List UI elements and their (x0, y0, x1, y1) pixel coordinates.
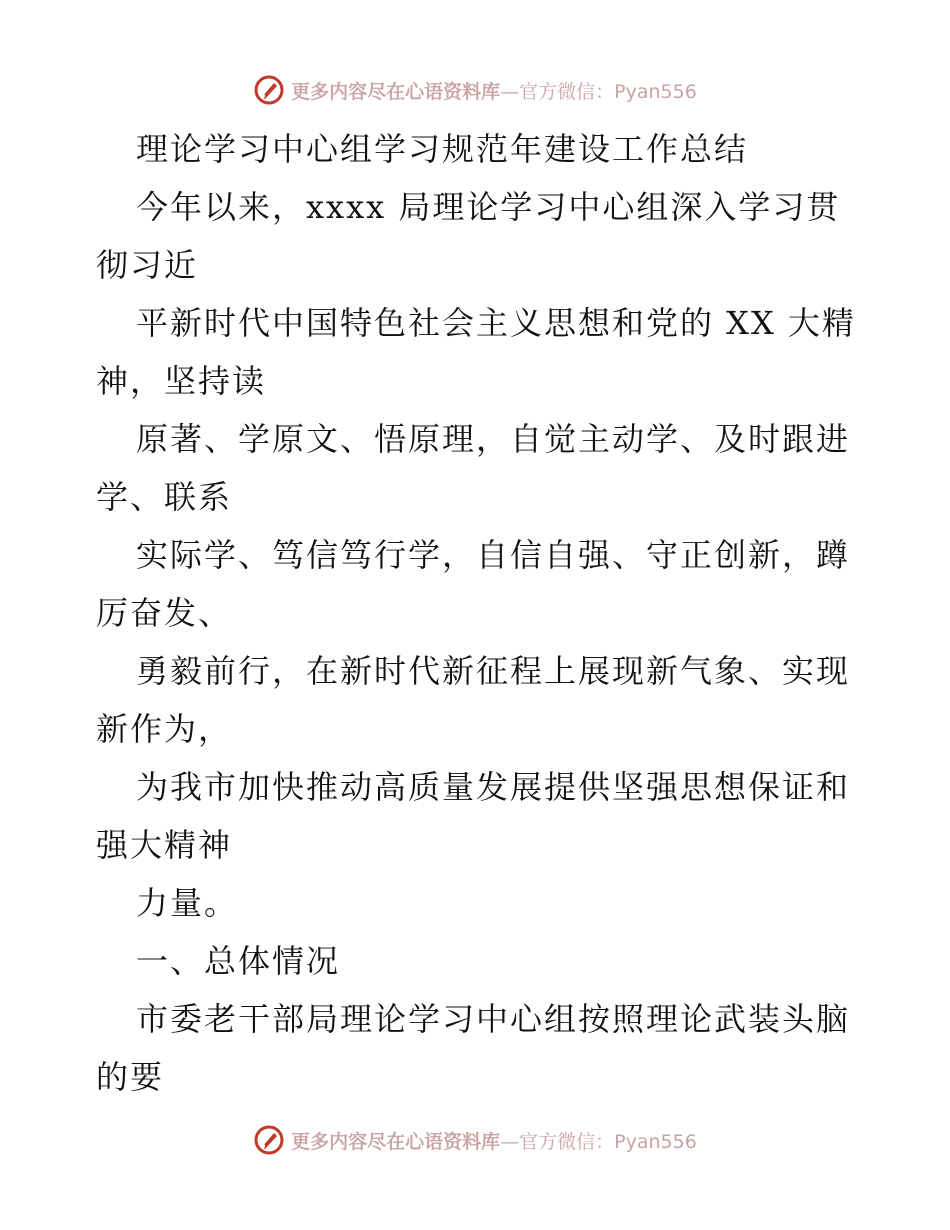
watermark-main-text: 更多内容尽在心语资料库 (291, 80, 501, 103)
doc-line: 新作为， (96, 710, 233, 748)
header-watermark (0, 70, 950, 110)
doc-line: 市委老干部局理论学习中心组按照理论武装头脑 (136, 1000, 851, 1038)
watermark-main-text: 更多内容尽在心语资料库 (291, 1130, 501, 1153)
footer-watermark (0, 1120, 950, 1160)
doc-line: 神，坚持读 (96, 362, 267, 400)
pen-logo-icon (253, 1124, 285, 1156)
watermark-wechat-text: 官方微信：Pyan556 (519, 80, 697, 103)
doc-line: 勇毅前行，在新时代新征程上展现新气象、实现 (136, 652, 851, 690)
doc-line: 原著、学原文、悟原理，自觉主动学、及时跟进 (136, 420, 851, 458)
watermark-wechat-text: 官方微信：Pyan556 (519, 1130, 697, 1153)
pen-logo-icon (253, 74, 285, 106)
doc-line: 为我市加快推动高质量发展提供坚强思想保证和 (136, 768, 851, 806)
document-body (96, 120, 856, 1106)
doc-line: 的要 (96, 1058, 165, 1096)
doc-line: 平新时代中国特色社会主义思想和党的 XX 大精 (136, 304, 856, 342)
doc-line: 理论学习中心组学习规范年建设工作总结 (136, 130, 749, 168)
doc-line: 彻习近 (96, 246, 199, 284)
doc-line: 学、联系 (96, 478, 233, 516)
watermark-text (291, 77, 697, 104)
watermark-text (291, 1127, 697, 1154)
watermark-dash: — (500, 80, 520, 103)
doc-line: 厉奋发、 (96, 594, 233, 632)
watermark-dash: — (500, 1130, 520, 1153)
doc-line: 强大精神 (96, 826, 233, 864)
doc-line: 力量。 (136, 884, 239, 922)
doc-line: 实际学、笃信笃行学，自信自强、守正创新，蹲 (136, 536, 851, 574)
doc-line: 一、总体情况 (136, 942, 341, 980)
doc-line: 今年以来，xxxx 局理论学习中心组深入学习贯 (136, 188, 841, 226)
